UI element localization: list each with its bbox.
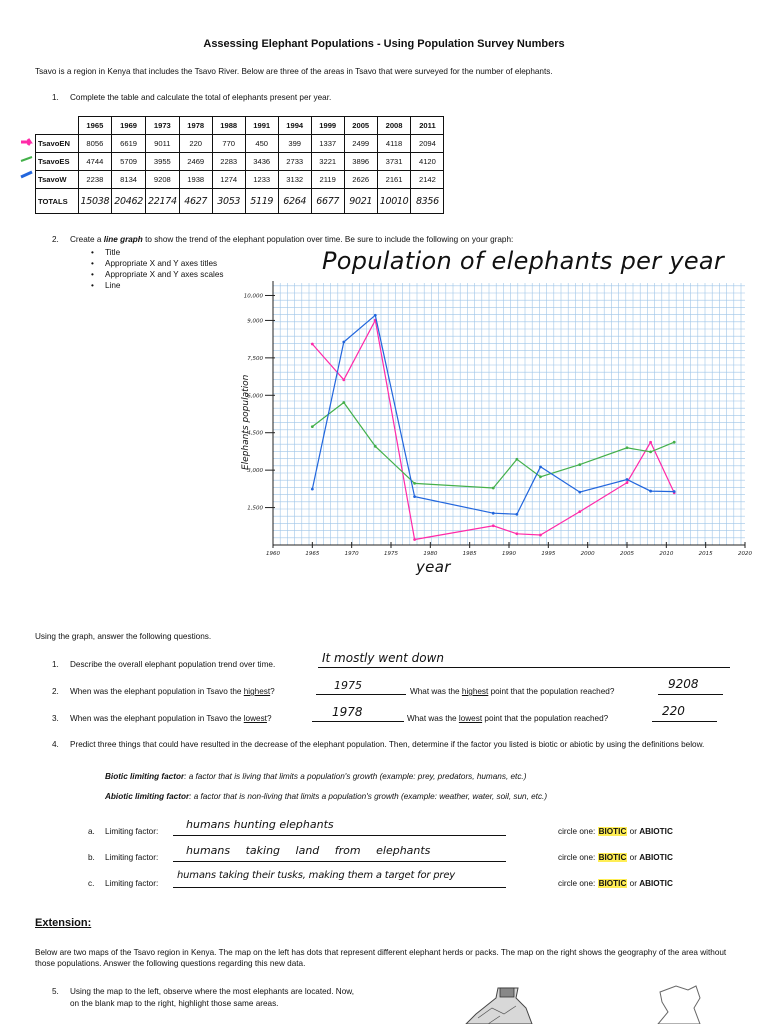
question-text (70, 713, 272, 724)
x-tick-label: 1970 (344, 551, 359, 557)
table-row (36, 171, 444, 189)
y-axis-label: Elephants population (241, 374, 251, 470)
total-cell[interactable]: 22174 (145, 189, 179, 214)
question-text (70, 686, 275, 697)
abiotic-option[interactable]: ABIOTIC (639, 879, 673, 888)
total-cell[interactable]: 4627 (179, 189, 212, 214)
year-header: 1991 (245, 117, 278, 135)
table-cell: 9011 (145, 135, 179, 153)
factor-label: Limiting factor: (105, 879, 159, 888)
or-label: or (629, 879, 637, 888)
table-cell: 9208 (145, 171, 179, 189)
q2-text-b: to show the trend of the elephant population over time. Be sure to include the following on your graph: (142, 235, 514, 244)
x-tick-label: 1980 (423, 551, 438, 557)
factor-label: Limiting factor: (105, 853, 159, 862)
y-tick-label: 9,000 (247, 318, 263, 325)
factor-letter: a. (88, 827, 95, 836)
x-tick-label: 1975 (384, 551, 398, 557)
answer-text[interactable]: 1978 (332, 705, 363, 719)
year-header: 2011 (411, 117, 444, 135)
line-graph (230, 270, 750, 590)
q2-number: 2. (52, 235, 59, 244)
table-cell: 2119 (311, 171, 344, 189)
question-number: 3. (52, 714, 59, 723)
q1-number: 1. (52, 93, 59, 102)
requirement-item: • Title (105, 247, 224, 258)
table-cell: 3731 (377, 153, 411, 171)
question-text-d: point that the population reached? (488, 687, 615, 696)
year-header: 1994 (278, 117, 311, 135)
question-number: 1. (52, 660, 59, 669)
answer-text[interactable]: 1975 (334, 679, 362, 692)
table-cell: 3221 (311, 153, 344, 171)
x-tick-label: 1965 (305, 551, 320, 557)
data-lines (311, 314, 676, 541)
biotic-def: : a factor that is living that limits a population's growth (example: prey, predators, humans, etc.) (184, 772, 527, 781)
question-text (410, 686, 614, 697)
year-header: 1973 (145, 117, 179, 135)
biotic-option[interactable]: BIOTIC (598, 853, 627, 862)
q5-text-a: Using the map to the left, observe where the most elephants are located. Now, (70, 987, 354, 996)
or-label: or (629, 853, 637, 862)
year-header: 1999 (311, 117, 344, 135)
data-point-TsavoEN (515, 532, 518, 535)
answer-line (316, 693, 406, 695)
answer-line (173, 860, 506, 862)
abiotic-term: Abiotic limiting factor (105, 792, 190, 801)
blue-marker-icon (21, 172, 32, 177)
question-keyword: lowest (458, 714, 483, 723)
total-cell[interactable]: 6264 (278, 189, 311, 214)
q2-text (70, 234, 690, 245)
y-tick-label: 10,000 (243, 293, 263, 300)
y-tick-label: 7,500 (247, 355, 263, 362)
question-text: Predict three things that could have resulted in the decrease of the elephant population. Then, determine if the factor you listed is biotic or abiotic by using the definitions below. (70, 740, 705, 749)
table-cell: 3436 (245, 153, 278, 171)
question-number: 5. (52, 987, 59, 996)
biotic-choice (558, 878, 673, 889)
factor-answer[interactable]: humans taking their tusks, making them a target for prey (177, 870, 456, 881)
abiotic-definition (105, 791, 547, 802)
table-cell: 2142 (411, 171, 444, 189)
extension-text: Below are two maps of the Tsavo region in Kenya. The map on the left has dots that represent different elephant herds or packs. The map on the right shows the geography of the area without those populations. Answer the following questions regarding this new data. (35, 948, 727, 968)
data-point-TsavoES (515, 458, 518, 461)
question-text (407, 713, 608, 724)
circle-one-label: circle one: (558, 853, 596, 862)
table-row (36, 135, 444, 153)
x-tick-label: 2020 (738, 551, 752, 557)
data-point-TsavoW (311, 488, 314, 491)
data-point-TsavoW (374, 314, 377, 317)
pink-marker-icon (21, 139, 30, 145)
data-point-TsavoES (626, 446, 629, 449)
table-cell: 2094 (411, 135, 444, 153)
data-point-TsavoES (649, 451, 652, 454)
answer-line (312, 720, 404, 722)
q2-text-a: Create a (70, 235, 104, 244)
table-cell: 4744 (78, 153, 112, 171)
data-point-TsavoES (374, 445, 377, 448)
year-header: 2008 (377, 117, 411, 135)
x-tick-label: 2000 (580, 551, 595, 557)
factor-letter: c. (88, 879, 95, 888)
answer-line (658, 693, 723, 695)
total-cell[interactable]: 20462 (112, 189, 146, 214)
question-keyword: highest (461, 687, 489, 696)
x-axis-label: year (416, 558, 451, 576)
question-text-c: What was the (407, 714, 459, 723)
table-cell: 6619 (112, 135, 146, 153)
totals-row (36, 189, 444, 214)
year-header: 1988 (212, 117, 245, 135)
row-label: TsavoEN (36, 135, 79, 153)
data-point-TsavoES (539, 475, 542, 478)
x-tick-label: 2005 (620, 551, 634, 557)
circle-one-label: circle one: (558, 879, 596, 888)
data-point-TsavoW (578, 491, 581, 494)
factor-answer[interactable]: humans hunting elephants (186, 818, 334, 831)
data-point-TsavoW (413, 495, 416, 498)
biotic-option[interactable]: BIOTIC (598, 879, 627, 888)
x-tick-label: 1985 (462, 551, 477, 557)
or-label: or (629, 827, 637, 836)
table-cell: 5709 (112, 153, 146, 171)
graph-requirements (105, 247, 224, 291)
question-text-b: ? (266, 714, 272, 723)
abiotic-def: : a factor that is non-living that limits a population's growth (example: weather, water, soil, sun, etc.) (189, 792, 548, 801)
table-corner (36, 117, 79, 135)
year-header: 1965 (78, 117, 112, 135)
biotic-term: Biotic limiting factor (105, 772, 185, 781)
data-point-TsavoW (539, 465, 542, 468)
table-cell: 2626 (344, 171, 377, 189)
data-point-TsavoEN (413, 538, 416, 541)
data-point-TsavoEN (649, 441, 652, 444)
table-cell: 1274 (212, 171, 245, 189)
x-tick-label: 1990 (502, 551, 516, 557)
answer-text[interactable]: 220 (662, 704, 685, 718)
answer-line (652, 720, 717, 722)
x-tick-label: 2015 (698, 551, 713, 557)
question-text-b: ? (270, 687, 275, 696)
biotic-choice (558, 852, 673, 863)
x-tick-label: 2010 (659, 551, 674, 557)
graph-axes (273, 281, 745, 545)
table-cell: 4118 (377, 135, 411, 153)
total-cell[interactable]: 10010 (377, 189, 411, 214)
y-tick-label: 4,500 (247, 430, 263, 437)
question-text-d: point that the population reached? (482, 714, 609, 723)
question-number: 2. (52, 687, 59, 696)
table-cell: 4120 (411, 153, 444, 171)
requirement-item: • Line (105, 280, 224, 291)
y-tick-label: 6,000 (247, 393, 263, 400)
data-point-TsavoEN (578, 510, 581, 513)
graph-title: Population of elephants per year (322, 247, 725, 275)
using-graph-text: Using the graph, answer the following questions. (35, 632, 212, 641)
row-label: TsavoW (36, 171, 79, 189)
table-header-row (36, 117, 444, 135)
abiotic-option[interactable]: ABIOTIC (639, 853, 673, 862)
data-point-TsavoW (492, 512, 495, 515)
page-title: Assessing Elephant Populations - Using Population Survey Numbers (203, 38, 565, 50)
table-cell: 770 (212, 135, 245, 153)
x-tick-label: 1995 (541, 551, 556, 557)
answer-line (318, 666, 730, 668)
data-point-TsavoW (342, 341, 345, 344)
table-cell: 2283 (212, 153, 245, 171)
extension-heading: Extension: (35, 917, 92, 929)
table-cell: 220 (179, 135, 212, 153)
data-point-TsavoW (626, 478, 629, 481)
biotic-definition (105, 771, 526, 782)
table-cell: 2499 (344, 135, 377, 153)
table-cell: 8056 (78, 135, 112, 153)
data-point-TsavoEN (539, 534, 542, 537)
total-cell[interactable]: 9021 (344, 189, 377, 214)
total-cell[interactable]: 5119 (245, 189, 278, 214)
data-point-TsavoEN (626, 481, 629, 484)
data-point-TsavoEN (342, 378, 345, 381)
total-cell[interactable]: 15038 (78, 189, 112, 214)
factor-answer[interactable]: humans taking land from elephants (186, 844, 431, 857)
table-cell: 399 (278, 135, 311, 153)
factor-letter: b. (88, 853, 95, 862)
data-point-TsavoW (515, 513, 518, 516)
question-keyword: lowest (243, 714, 267, 723)
y-tick-label: 1,500 (247, 505, 263, 512)
answer-line (173, 834, 506, 836)
table-cell: 2161 (377, 171, 411, 189)
question-number: 4. (52, 740, 59, 749)
year-header: 1978 (179, 117, 212, 135)
green-marker-icon (21, 157, 32, 161)
year-header: 2005 (344, 117, 377, 135)
answer-text[interactable]: It mostly went down (322, 651, 444, 665)
table-cell: 2733 (278, 153, 311, 171)
elephant-herd-map (464, 984, 548, 1024)
question-text-a: When was the elephant population in Tsavo the (70, 687, 244, 696)
data-point-TsavoW (673, 490, 676, 493)
table-cell: 3132 (278, 171, 311, 189)
data-point-TsavoES (673, 441, 676, 444)
biotic-choice (558, 826, 673, 837)
y-tick-label: 3,000 (247, 468, 263, 475)
data-point-TsavoW (649, 490, 652, 493)
year-header: 1969 (112, 117, 146, 135)
totals-label: TOTALS (36, 189, 79, 214)
answer-line (173, 886, 506, 888)
data-point-TsavoES (578, 463, 581, 466)
question-text: Describe the overall elephant population trend over time. (70, 660, 276, 669)
data-point-TsavoES (413, 482, 416, 485)
data-point-TsavoES (342, 401, 345, 404)
table-row (36, 153, 444, 171)
table-cell: 1233 (245, 171, 278, 189)
question-keyword: highest (243, 687, 271, 696)
question-text-c: What was the (410, 687, 462, 696)
total-cell[interactable]: 6677 (311, 189, 344, 214)
table-cell: 8134 (112, 171, 146, 189)
table-cell: 3896 (344, 153, 377, 171)
x-tick-label: 1960 (266, 551, 280, 557)
table-cell: 1938 (179, 171, 212, 189)
data-point-TsavoEN (311, 343, 314, 346)
table-cell: 2469 (179, 153, 212, 171)
blank-geography-map (650, 984, 734, 1024)
circle-one-label: circle one: (558, 827, 596, 836)
answer-text[interactable]: 9208 (668, 677, 699, 691)
data-point-TsavoES (311, 425, 314, 428)
requirement-item: • Appropriate X and Y axes titles (105, 258, 224, 269)
abiotic-option[interactable]: ABIOTIC (639, 827, 673, 836)
table-cell: 3955 (145, 153, 179, 171)
row-label: TsavoES (36, 153, 79, 171)
population-table (35, 116, 444, 214)
total-cell[interactable]: 8356 (411, 189, 444, 214)
question-text-a: When was the elephant population in Tsavo the (70, 714, 244, 723)
table-cell: 2238 (78, 171, 112, 189)
biotic-option[interactable]: BIOTIC (598, 827, 627, 836)
data-point-TsavoES (492, 487, 495, 490)
q1-text: Complete the table and calculate the total of elephants present per year. (70, 93, 332, 102)
x-axis-ticks (266, 542, 752, 557)
q5-text-b: on the blank map to the right, highlight those same areas. (70, 999, 279, 1008)
table-cell: 450 (245, 135, 278, 153)
table-cell: 1337 (311, 135, 344, 153)
factor-label: Limiting factor: (105, 827, 159, 836)
total-cell[interactable]: 3053 (212, 189, 245, 214)
data-point-TsavoEN (492, 524, 495, 527)
requirement-item: • Appropriate X and Y axes scales (105, 269, 224, 280)
intro-text: Tsavo is a region in Kenya that includes the Tsavo River. Below are three of the areas in Tsavo that were surveyed for the number of elephants. (35, 67, 553, 76)
graph-grid (273, 283, 745, 545)
q2-emphasis: line graph (103, 235, 143, 244)
